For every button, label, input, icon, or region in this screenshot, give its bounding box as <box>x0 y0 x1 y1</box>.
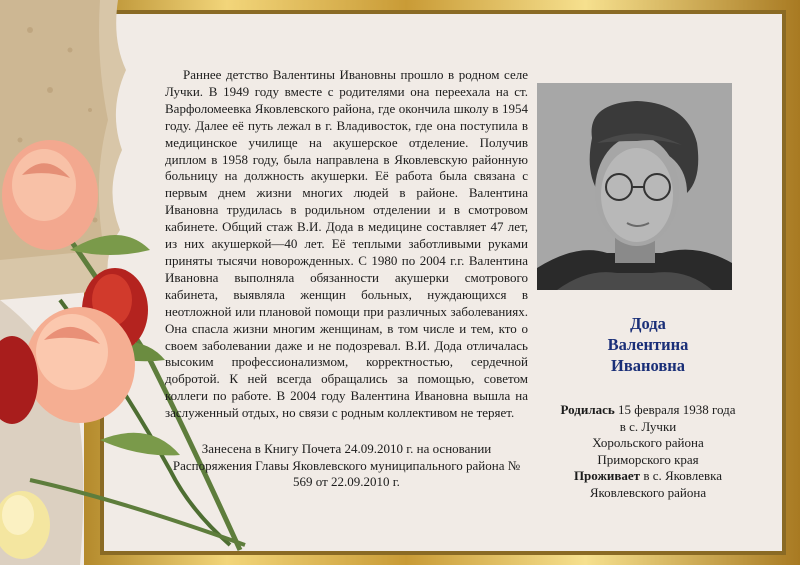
person-name <box>537 313 759 376</box>
lives-label: Проживает <box>573 468 641 483</box>
person-first-name: Валентина <box>607 335 689 354</box>
person-surname: Дода <box>630 314 666 333</box>
lives-district: Яковлевского района <box>589 484 707 500</box>
born-district: Хорольского района <box>592 435 704 450</box>
portrait-photo <box>537 83 732 290</box>
born-region: Приморского края <box>597 451 699 467</box>
born-line <box>537 402 759 419</box>
person-patronymic: Ивановна <box>610 356 685 375</box>
biography-paragraph: Раннее детство Валентины Ивановны прошло в родном селе Лучки. В 1949 году вместе с родителями она переехала на ст. Варфоломеевка Яковлевского района, где окончила школу в 1954 году. Далее её путь лежал в г. Владивосток, где она поступила в медицинское училище на акушерское отделение. Получив диплом в 1958 году, была направлена в Яковлевскую районную больницу на должность акушерки. Её работа была связана с первым днем жизни многих людей в районе. Валентина Ивановна трудилась в родильном отделении и в смотровом кабинете. Общий стаж В.И. Дода в медицине составляет 47 лет, из них акушеркой—40 лет. Её теплыми заботливыми руками приняты тысячи новорожденных. С 1980 по 2004 г.г. Валентина Ивановна выполняла обязанности акушерки смотрового кабинета, выявляла женщин больных, нуждающихся в неотложной или плановой помощи при различных заболеваниях. Она спасла жизни многим женщинам, в том числе и тем, кто о своем заболевании даже и не подозревал. В.И. Дода отличалась высоким профессионализмом, корректностью, сердечной добротой. К ней всегда обращались за помощью, советом коллеги по работе. В 2004 году Валентина Ивановна вышла на заслуженный отдых, но связи с родным коллективом не теряет. <box>165 67 528 421</box>
honor-note: Занесена в Книгу Почета 24.09.2010 г. на основании Распоряжения Главы Яковлевского муниципального района № 569 от 22.09.2010 г. <box>172 441 521 489</box>
born-label: Родилась <box>560 402 615 417</box>
born-date: 15 февраля 1938 года <box>618 402 736 417</box>
biography-text <box>165 67 528 422</box>
lives-village: в с. Яковлевка <box>643 468 723 483</box>
lives-line <box>537 468 759 485</box>
birth-and-residence <box>537 402 759 501</box>
born-village: в с. Лучки <box>619 418 677 434</box>
